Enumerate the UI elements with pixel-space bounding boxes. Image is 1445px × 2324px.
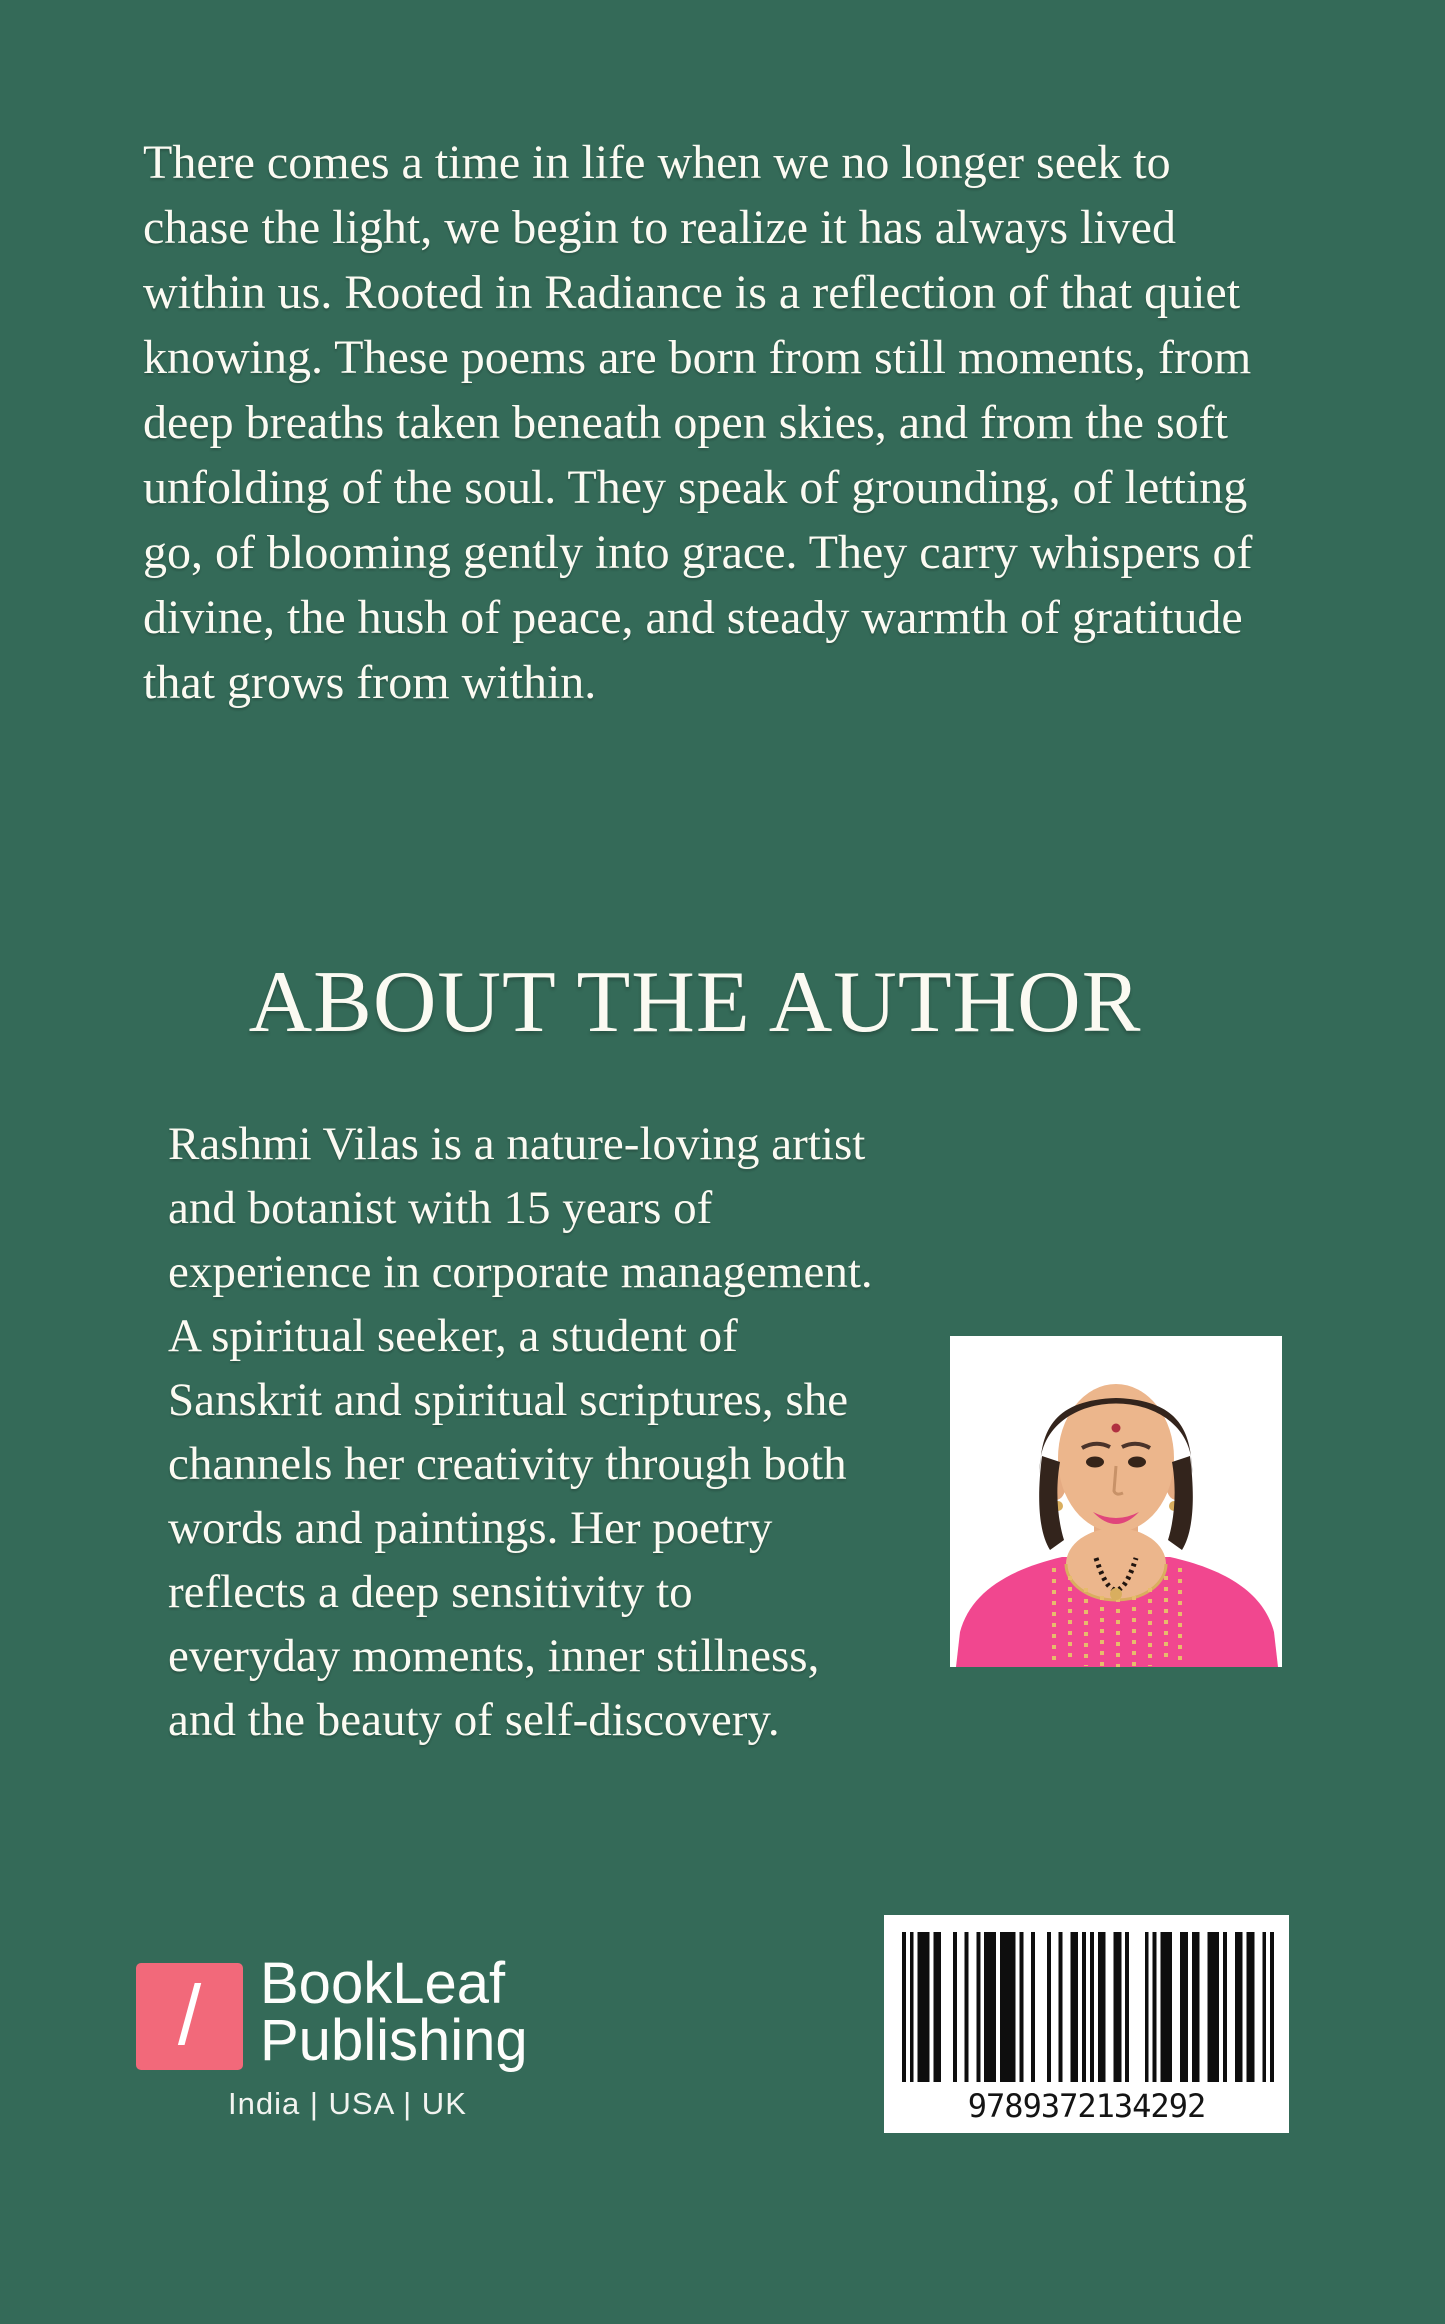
publisher-name xyxy=(260,1951,528,2073)
publisher-name-line1: BookLeaf xyxy=(260,1951,506,2016)
synopsis-line: go, of blooming gently into grace. They carry whispers of xyxy=(143,526,1253,579)
author-photo-illustration xyxy=(950,1336,1282,1667)
synopsis-line: deep breaths taken beneath open skies, and from the soft xyxy=(143,396,1228,449)
synopsis-line: knowing. These poems are born from still moments, from xyxy=(143,331,1252,384)
eye xyxy=(1128,1457,1146,1468)
publisher-name-line2: Publishing xyxy=(260,2008,528,2073)
bio-line: words and paintings. Her poetry xyxy=(168,1502,773,1554)
bio-line: reflects a deep sensitivity to xyxy=(168,1566,693,1618)
logo-slash-icon: / xyxy=(177,1967,202,2062)
synopsis-line: There comes a time in life when we no longer seek to xyxy=(143,136,1171,189)
bio-line: and botanist with 15 years of xyxy=(168,1182,713,1234)
publisher-regions: India | USA | UK xyxy=(228,2086,467,2121)
bio-line: and the beauty of self-discovery. xyxy=(168,1694,780,1746)
bookleaf-logo-icon xyxy=(136,1963,243,2070)
bio-line: experience in corporate management. xyxy=(168,1246,873,1298)
bio-line: Rashmi Vilas is a nature-loving artist xyxy=(168,1118,866,1170)
bio-line: A spiritual seeker, a student of xyxy=(168,1310,738,1362)
isbn-barcode xyxy=(884,1915,1289,2133)
about-the-author-heading: ABOUT THE AUTHOR xyxy=(248,954,1142,1051)
author-photo xyxy=(950,1336,1282,1667)
synopsis-line: unfolding of the soul. They speak of grounding, of letting xyxy=(143,461,1248,514)
bio-line: channels her creativity through both xyxy=(168,1438,847,1490)
necklace-pendant xyxy=(1110,1588,1122,1600)
barcode-bars xyxy=(902,1932,1274,2082)
isbn-number: 9789372134292 xyxy=(967,2087,1206,2125)
bio-line: Sanskrit and spiritual scriptures, she xyxy=(168,1374,849,1426)
bio-line: everyday moments, inner stillness, xyxy=(168,1630,820,1682)
synopsis-line: chase the light, we begin to realize it has always lived xyxy=(143,201,1176,254)
synopsis-line: within us. Rooted in Radiance is a reflection of that quiet xyxy=(143,266,1241,319)
bindi xyxy=(1112,1424,1121,1433)
synopsis-paragraph xyxy=(143,130,1253,715)
synopsis-line: that grows from within. xyxy=(143,656,597,709)
author-bio xyxy=(168,1112,873,1752)
synopsis-line: divine, the hush of peace, and steady warmth of gratitude xyxy=(143,591,1243,644)
eye xyxy=(1086,1457,1104,1468)
